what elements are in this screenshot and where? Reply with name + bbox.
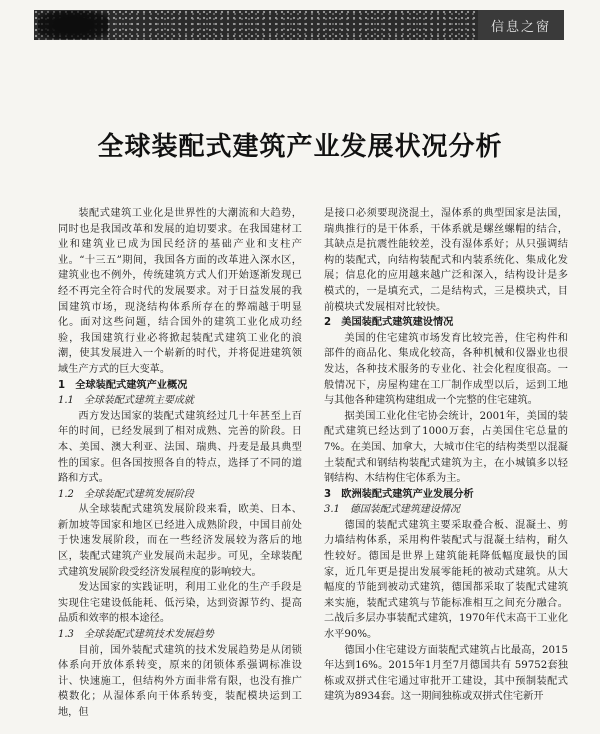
body-paragraph: 目前，国外装配式建筑的技术发展趋势是从闭锁体系向开放体系转变，原来的闭锁体系强调标准设计、快速施工，但结构外方面非常有限，也没有推广模数化；从湿体系向干体系转变，装配模块运到工地，但 xyxy=(58,644,302,718)
section-tab: 信息之窗 xyxy=(478,10,564,40)
section-heading: 1 全球装配式建筑产业概况 xyxy=(58,379,188,391)
body-paragraph: 美国的住宅建筑市场发育比较完善，住宅构件和部件的商品化、集成化较高，各种机械和仪器业也很发达，各种技术服务的专业化、社会化程度很高。一般情况下，房屋构建在工厂制作成型以后，运到工地与其他各种建筑构建组成一个完整的住宅建筑。 xyxy=(324,332,568,407)
body-paragraph: 据美国工业化住宅协会统计，2001年，美国的装配式建筑已经达到了1000万套，占美国住宅总量的7%。在美国、加拿大，大城市住宅的结构类型以混凝土装配式和钢结构装配式建筑为主，在小城镇多以轻钢结构、木结构住宅体系为主。 xyxy=(324,410,568,485)
subsection-heading: 1.3 全球装配式建筑技术发展趋势 xyxy=(58,629,214,641)
section-heading: 3 欧洲装配式建筑产业发展分析 xyxy=(324,488,474,500)
article-title: 全球装配式建筑产业发展状况分析 xyxy=(97,132,503,162)
right-column xyxy=(324,206,568,726)
header-ink-stamp xyxy=(38,11,108,39)
body-paragraph: 从全球装配式建筑发展阶段来看，欧美、日本、新加坡等国家和地区已经进入成熟阶段，中国目前处于快速发展阶段，而在一些经济发展较为落后的地区，装配式建筑产业发展尚未起步。可见，全球装配式建筑发展阶段受经济发展程度的影响较大。 xyxy=(58,504,302,578)
body-paragraph: 德国的装配式建筑主要采取叠合板、混凝土、剪力墙结构体系，采用构件装配式与混凝土结构，耐久性较好。德国是世界上建筑能耗降低幅度最快的国家，近几年更是提出发展零能耗的被动式建筑。从大幅度的节能到被动式建筑，德国都采取了装配式建筑来实施，装配式建筑与节能标准相互之间充分融合。二战后多层办事装配式建筑，1970年代末高干工业化水平90%。 xyxy=(324,519,568,641)
left-column xyxy=(58,206,302,726)
body-paragraph: 是接口必须要现浇混土，湿体系的典型国家是法国，瑞典推行的是干体系，干体系就是螺丝螺帽的结合，其缺点是抗震性能较差，没有湿体系好；从只强调结构的装配式，向结构装配式和内装系统化、集成化发展；信息化的应用越来越广泛和深入，结构设计是多模式的，一是填充式，二是结构式，三是模块式，目前模块式发展相对比较快。 xyxy=(324,208,568,313)
body-paragraph: 西方发达国家的装配式建筑经过几十年甚至上百年的时间，已经发展到了相对成熟、完善的阶段。日本、美国、澳大利亚、法国、瑞典、丹麦是最具典型性的国家。但各国按照各自的特点，选择了不同的道路和方式。 xyxy=(58,410,302,485)
section-heading: 2 美国装配式建筑建设情况 xyxy=(324,317,454,329)
subsection-heading: 1.1 全球装配式建筑主要成就 xyxy=(58,395,194,407)
article-body xyxy=(58,206,568,726)
body-paragraph: 发达国家的实践证明，利用工业化的生产手段是实现住宅建设低能耗、低污染，达到资源节约、提高品质和效率的根本途径。 xyxy=(58,582,302,625)
subsection-heading: 1.2 全球装配式建筑发展阶段 xyxy=(58,488,194,500)
subsection-heading: 3.1 德国装配式建筑建设情况 xyxy=(324,504,460,516)
body-paragraph: 装配式建筑工业化是世界性的大潮流和大趋势，同时也是我国改革和发展的迫切要求。在我国建材工业和建筑业已成为国民经济的基础产业和支柱产业。“十三五”期间，我国各方面的改革进入深水区，建筑业也不例外，传统建筑方式人们开始逐渐发现已经不再完全符合时代的发展要求。对于日益发展的我国建筑市场，现浇结构体系所存在的弊端越于明显化。面对这些问题，结合国外的建筑工业化成功经验，我国建筑行业必将掀起装配式建筑工业化的浪潮，使其发展进入一个崭新的时代，并将促进建筑领域生产方式的巨大变革。 xyxy=(58,208,302,375)
body-paragraph: 德国小住宅建设方面装配式建筑占比最高，2015年达到16%。2015年1月至7月德国共有 59752套独栋或双拼式住宅通过审批开工建设，其中预制装配式建筑为8934套。这一期间独栋或双拼式住宅新开 xyxy=(324,644,568,703)
